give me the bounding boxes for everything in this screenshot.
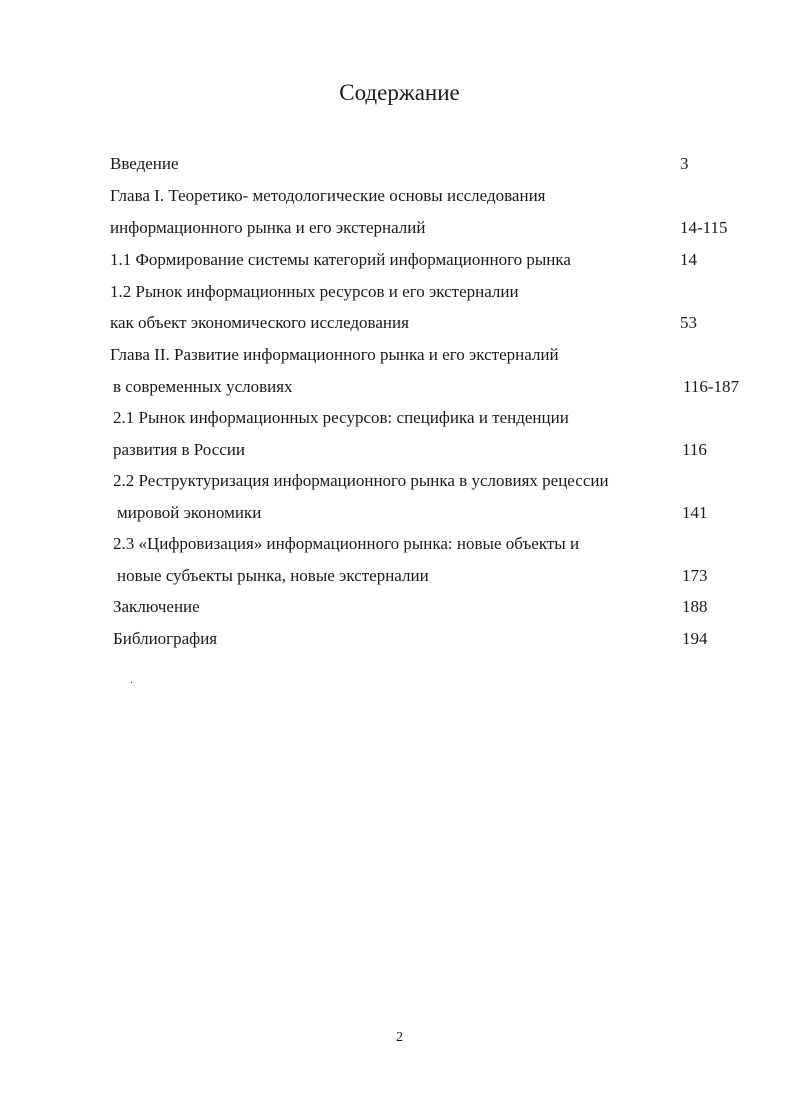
toc-bibliography-label: Библиография	[113, 629, 218, 648]
stray-mark: .	[130, 672, 133, 686]
toc-ch1-line1: Глава I. Теоретико- методологические основы исследования	[110, 186, 546, 205]
toc-s2-2-line2: мировой экономики	[117, 503, 262, 522]
toc-ch1-line2: информационного рынка и его экстерналий	[110, 218, 426, 237]
toc-s1-1-page: 14	[680, 250, 697, 269]
toc-bibliography-page: 194	[682, 629, 708, 648]
toc-s1-1-label: 1.1 Формирование системы категорий информационного рынка	[110, 250, 571, 269]
toc-conclusion-page: 188	[682, 597, 708, 616]
toc-ch1-page: 14-115	[680, 218, 728, 237]
toc-s1-2-line1: 1.2 Рынок информационных ресурсов и его экстерналии	[110, 282, 519, 301]
toc-s2-2-line1: 2.2 Реструктуризация информационного рынка в условиях рецессии	[113, 471, 609, 490]
toc-ch2-line2: в современных условиях	[113, 377, 293, 396]
toc-ch2-line1: Глава II. Развитие информационного рынка и его экстерналий	[110, 345, 559, 364]
toc-s2-3-page: 173	[682, 566, 708, 585]
toc-s2-1-page: 116	[682, 440, 707, 459]
toc-s2-3-line2: новые субъекты рынка, новые экстерналии	[117, 566, 429, 585]
toc-s2-1-line2: развития в России	[113, 440, 245, 459]
toc-s2-3-line1: 2.3 «Цифровизация» информационного рынка: новые объекты и	[113, 534, 580, 553]
toc-s2-2-page: 141	[682, 503, 708, 522]
toc-intro-label: Введение	[110, 154, 179, 173]
toc-s1-2-line2: как объект экономического исследования	[110, 313, 409, 332]
toc-s2-1-line1: 2.1 Рынок информационных ресурсов: специфика и тенденции	[113, 408, 569, 427]
toc-conclusion-label: Заключение	[113, 597, 200, 616]
page-number: 2	[396, 1030, 403, 1045]
toc-ch2-page: 116-187	[683, 377, 740, 396]
toc-intro-page: 3	[680, 154, 689, 173]
toc-s1-2-page: 53	[680, 313, 697, 332]
page-title: Содержание	[339, 80, 460, 105]
